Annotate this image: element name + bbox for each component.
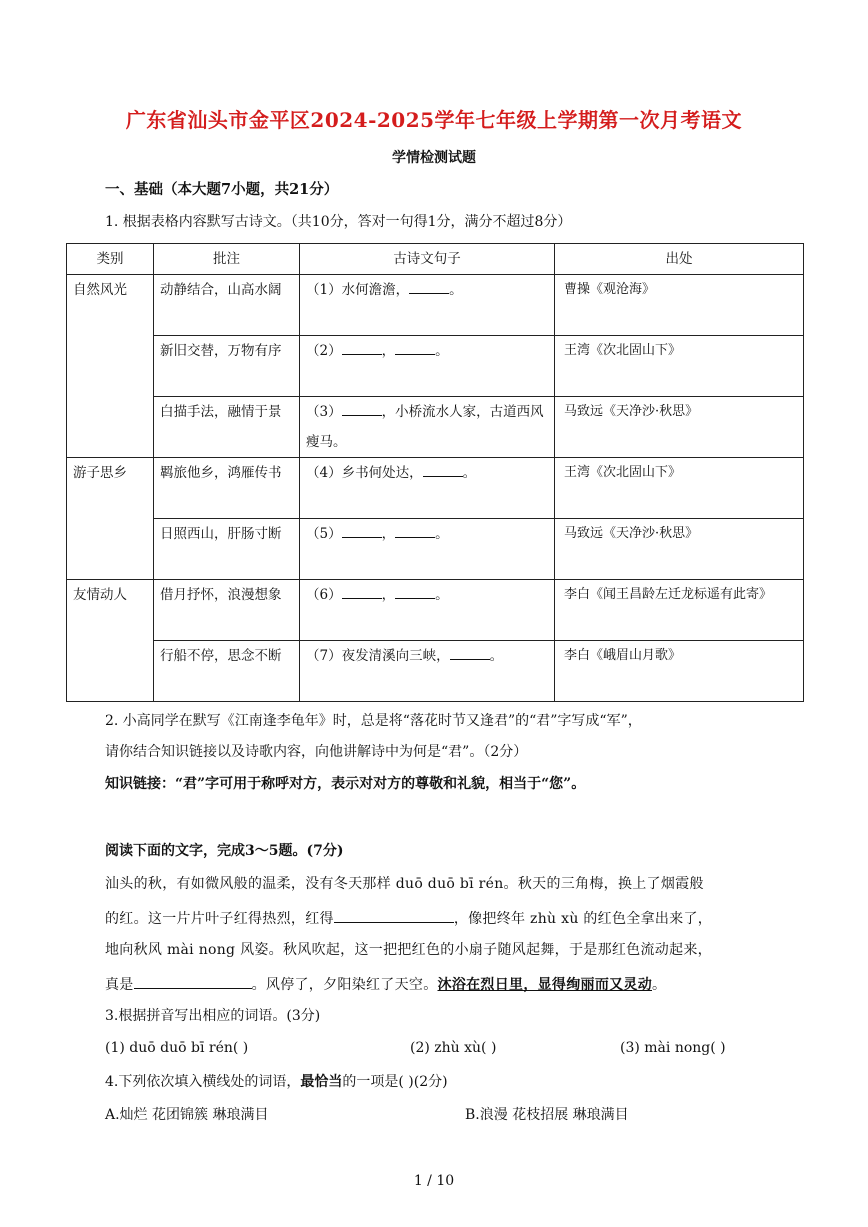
- document-title: 广东省汕头市金平区2024-2025学年七年级上学期第一次月考语文: [125, 108, 743, 132]
- verse-text: （4）乡书何处达，: [306, 465, 423, 481]
- verse-cell: [300, 275, 555, 336]
- note-cell: 羁旅他乡，鸿雁传书: [154, 458, 300, 519]
- poem-table: [66, 243, 804, 702]
- table-row: [67, 458, 804, 519]
- question-4: [105, 1071, 448, 1091]
- answer-blank[interactable]: [395, 582, 435, 599]
- verse-text: （3）: [306, 404, 342, 420]
- source-cell: 曹操《观沧海》: [555, 275, 804, 336]
- note-cell: 动静结合，山高水阔: [154, 275, 300, 336]
- question-text: 的一项是( )(2分): [342, 1074, 448, 1090]
- passage-line: [105, 906, 712, 928]
- verse-text: 。: [435, 587, 449, 603]
- answer-blank[interactable]: [395, 338, 435, 355]
- answer-blank[interactable]: [342, 582, 382, 599]
- answer-blank[interactable]: [342, 399, 382, 416]
- answer-blank[interactable]: [395, 521, 435, 538]
- note-cell: 白描手法，融情于景: [154, 397, 300, 458]
- pinyin-item: (2) zhù xù( ): [410, 1040, 497, 1056]
- underlined-sentence: 沐浴在烈日里，显得绚丽而又灵动: [437, 977, 653, 993]
- verse-text: ，小桥流水人家，古道西风瘦马。: [306, 404, 544, 450]
- category-cell: 游子思乡: [67, 458, 154, 580]
- passage-line: [105, 972, 666, 994]
- knowledge-link: 知识链接：“君”字可用于称呼对方，表示对对方的尊敬和礼貌，相当于“您”。: [105, 776, 586, 792]
- table-row: [67, 397, 804, 458]
- document-subtitle: 学情检测试题: [392, 150, 476, 166]
- section-heading: 一、基础（本大题7小题，共21分）: [105, 181, 339, 198]
- source-cell: 王湾《次北固山下》: [555, 336, 804, 397]
- verse-text: 。: [462, 465, 477, 481]
- source-cell: 王湾《次北固山下》: [555, 458, 804, 519]
- table-row: [67, 641, 804, 702]
- verse-text: （5）: [306, 526, 342, 542]
- verse-text: （1）水何澹澹，: [306, 282, 410, 298]
- verse-cell: [300, 397, 555, 458]
- table-header-row: [67, 244, 804, 275]
- question-2-line-2: 请你结合知识链接以及诗歌内容，向他讲解诗中为何是“君”。（2分）: [105, 744, 528, 760]
- table-header: 批注: [154, 244, 300, 275]
- answer-blank[interactable]: [134, 972, 252, 989]
- source-cell: 李白《峨眉山月歌》: [555, 641, 804, 702]
- answer-blank[interactable]: [450, 643, 490, 660]
- table-row: [67, 336, 804, 397]
- source-cell: 马致远《天净沙·秋思》: [555, 519, 804, 580]
- verse-cell: [300, 519, 555, 580]
- table-row: [67, 519, 804, 580]
- table-header: 出处: [555, 244, 804, 275]
- verse-text: ，: [381, 343, 396, 359]
- passage-line: 地向秋风 mài nong 风姿。秋风吹起，这一把把红色的小扇子随风起舞，于是那红色流动起来，: [105, 942, 712, 958]
- reading-heading: 阅读下面的文字，完成3～5题。(7分): [105, 843, 344, 859]
- option-b: B.浪漫 花枝招展 琳琅满目: [465, 1107, 629, 1123]
- table-header: 古诗文句子: [300, 244, 555, 275]
- verse-cell: [300, 641, 555, 702]
- emphasis-text: 最恰当: [300, 1074, 343, 1090]
- note-cell: 新旧交替，万物有序: [154, 336, 300, 397]
- category-cell: 友情动人: [67, 580, 154, 702]
- verse-text: ，: [381, 526, 396, 542]
- table-row: [67, 580, 804, 641]
- verse-text: ，: [381, 587, 396, 603]
- verse-text: 。: [449, 282, 463, 298]
- verse-text: 。: [489, 648, 504, 664]
- pinyin-item: (1) duō duō bī rén( ): [105, 1040, 249, 1056]
- verse-text: 。: [435, 526, 449, 542]
- answer-blank[interactable]: [423, 460, 463, 477]
- passage-line: 汕头的秋，有如微风般的温柔，没有冬天那样 duō duō bī rén。秋天的三角梅，换上了烟霞般: [105, 876, 704, 892]
- pinyin-item: (3) mài nong( ): [620, 1040, 726, 1056]
- answer-blank[interactable]: [409, 277, 449, 294]
- question-text: 4.下列依次填入横线处的词语，: [105, 1074, 301, 1090]
- note-cell: 行船不停，思念不断: [154, 641, 300, 702]
- passage-text: 。风停了，夕阳染红了天空。: [251, 977, 438, 993]
- verse-text: 。: [435, 343, 449, 359]
- note-cell: 借月抒怀，浪漫想象: [154, 580, 300, 641]
- passage-text: 。: [652, 977, 667, 993]
- option-a: A.灿烂 花团锦簇 琳琅满目: [105, 1107, 269, 1123]
- verse-cell: [300, 580, 555, 641]
- question-2-line-1: 2. 小高同学在默写《江南逢李龟年》时，总是将“落花时节又逢君”的“君”字写成“军”，: [105, 713, 642, 729]
- passage-text: 的红。这一片片叶子红得热烈，红得: [105, 911, 334, 927]
- verse-cell: [300, 458, 555, 519]
- passage-text: ，像把终年 zhù xù 的红色全拿出来了，: [453, 911, 713, 927]
- answer-blank[interactable]: [342, 338, 382, 355]
- passage-text: 真是: [105, 977, 134, 993]
- answer-blank[interactable]: [334, 906, 454, 923]
- note-cell: 日照西山，肝肠寸断: [154, 519, 300, 580]
- verse-cell: [300, 336, 555, 397]
- verse-text: （6）: [306, 587, 342, 603]
- answer-blank[interactable]: [342, 521, 382, 538]
- page-number: 1 / 10: [413, 1173, 455, 1189]
- table-header: 类别: [67, 244, 154, 275]
- category-cell: 自然风光: [67, 275, 154, 458]
- verse-text: （7）夜发清溪向三峡，: [306, 648, 450, 664]
- verse-text: （2）: [306, 343, 342, 359]
- question-3: 3.根据拼音写出相应的词语。(3分): [105, 1008, 321, 1024]
- source-cell: 李白《闻王昌龄左迁龙标遥有此寄》: [555, 580, 804, 641]
- source-cell: 马致远《天净沙·秋思》: [555, 397, 804, 458]
- table-row: [67, 275, 804, 336]
- question-1: 1. 根据表格内容默写古诗文。（共10分，答对一句得1分，满分不超过8分）: [105, 214, 572, 230]
